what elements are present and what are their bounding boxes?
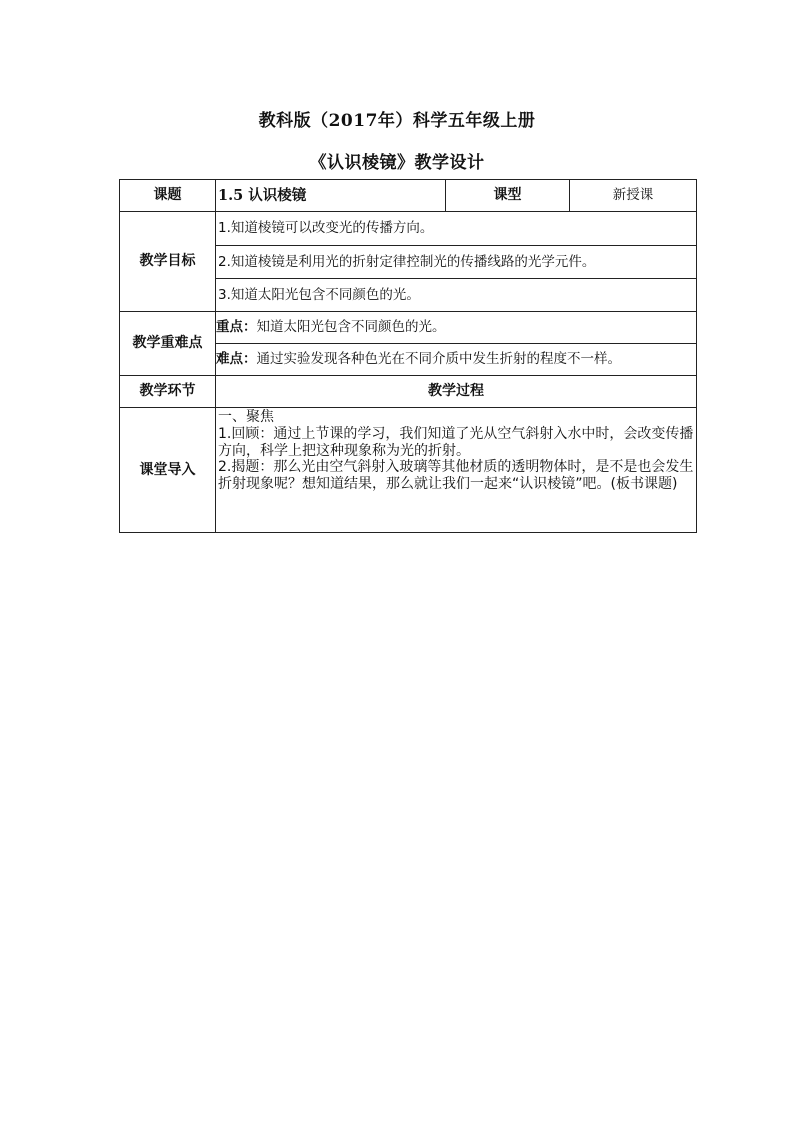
intro-row <box>120 408 697 533</box>
type-label: 课型 <box>446 180 570 212</box>
key-point-label: 重点： <box>216 319 257 336</box>
goal-item: 1.知道棱镜可以改变光的传播方向。 <box>216 212 697 246</box>
goal-item: 3.知道太阳光包含不同颜色的光。 <box>216 279 697 312</box>
intro-line: 1.回顾：通过上节课的学习，我们知道了光从空气斜射入水中时，会改变传播方向，科学上把这种现象称为光的折射。 <box>218 425 694 459</box>
topic-row <box>120 180 697 212</box>
process-header-row <box>120 376 697 408</box>
type-value: 新授课 <box>570 180 697 212</box>
intro-label: 课堂导入 <box>120 408 216 533</box>
goal-item: 2.知道棱镜是利用光的折射定律控制光的传播线路的光学元件。 <box>216 246 697 279</box>
difficulty-point <box>216 344 697 376</box>
keypoint-row <box>120 312 697 344</box>
difficulty-text: 通过实验发现各种色光在不同介质中发生折射的程度不一样。 <box>256 351 621 368</box>
topic-label: 课题 <box>120 180 216 212</box>
intro-line: 一、聚焦 <box>218 409 274 425</box>
document-title: 教科版（2017年）科学五年级上册 <box>258 111 536 131</box>
document-subtitle: 《认识棱镜》教学设计 <box>309 153 485 173</box>
lesson-plan-table <box>119 179 697 533</box>
intro-line: 2.揭题：那么光由空气斜射入玻璃等其他材质的透明物体时，是不是也会发生折射现象呢？想知道结果，那么就让我们一起来“认识棱镜”吧。(板书课题) <box>218 459 694 493</box>
process-header: 教学过程 <box>216 376 697 408</box>
topic-value: 1.5 认识棱镜 <box>216 180 446 212</box>
stage-header: 教学环节 <box>120 376 216 408</box>
keypoints-label: 教学重难点 <box>120 312 216 376</box>
intro-content <box>216 408 697 533</box>
difficulty-label: 难点： <box>216 351 257 368</box>
key-point <box>216 312 697 344</box>
key-point-text: 知道太阳光包含不同颜色的光。 <box>256 319 446 336</box>
goals-label: 教学目标 <box>120 212 216 312</box>
goal-row <box>120 212 697 246</box>
